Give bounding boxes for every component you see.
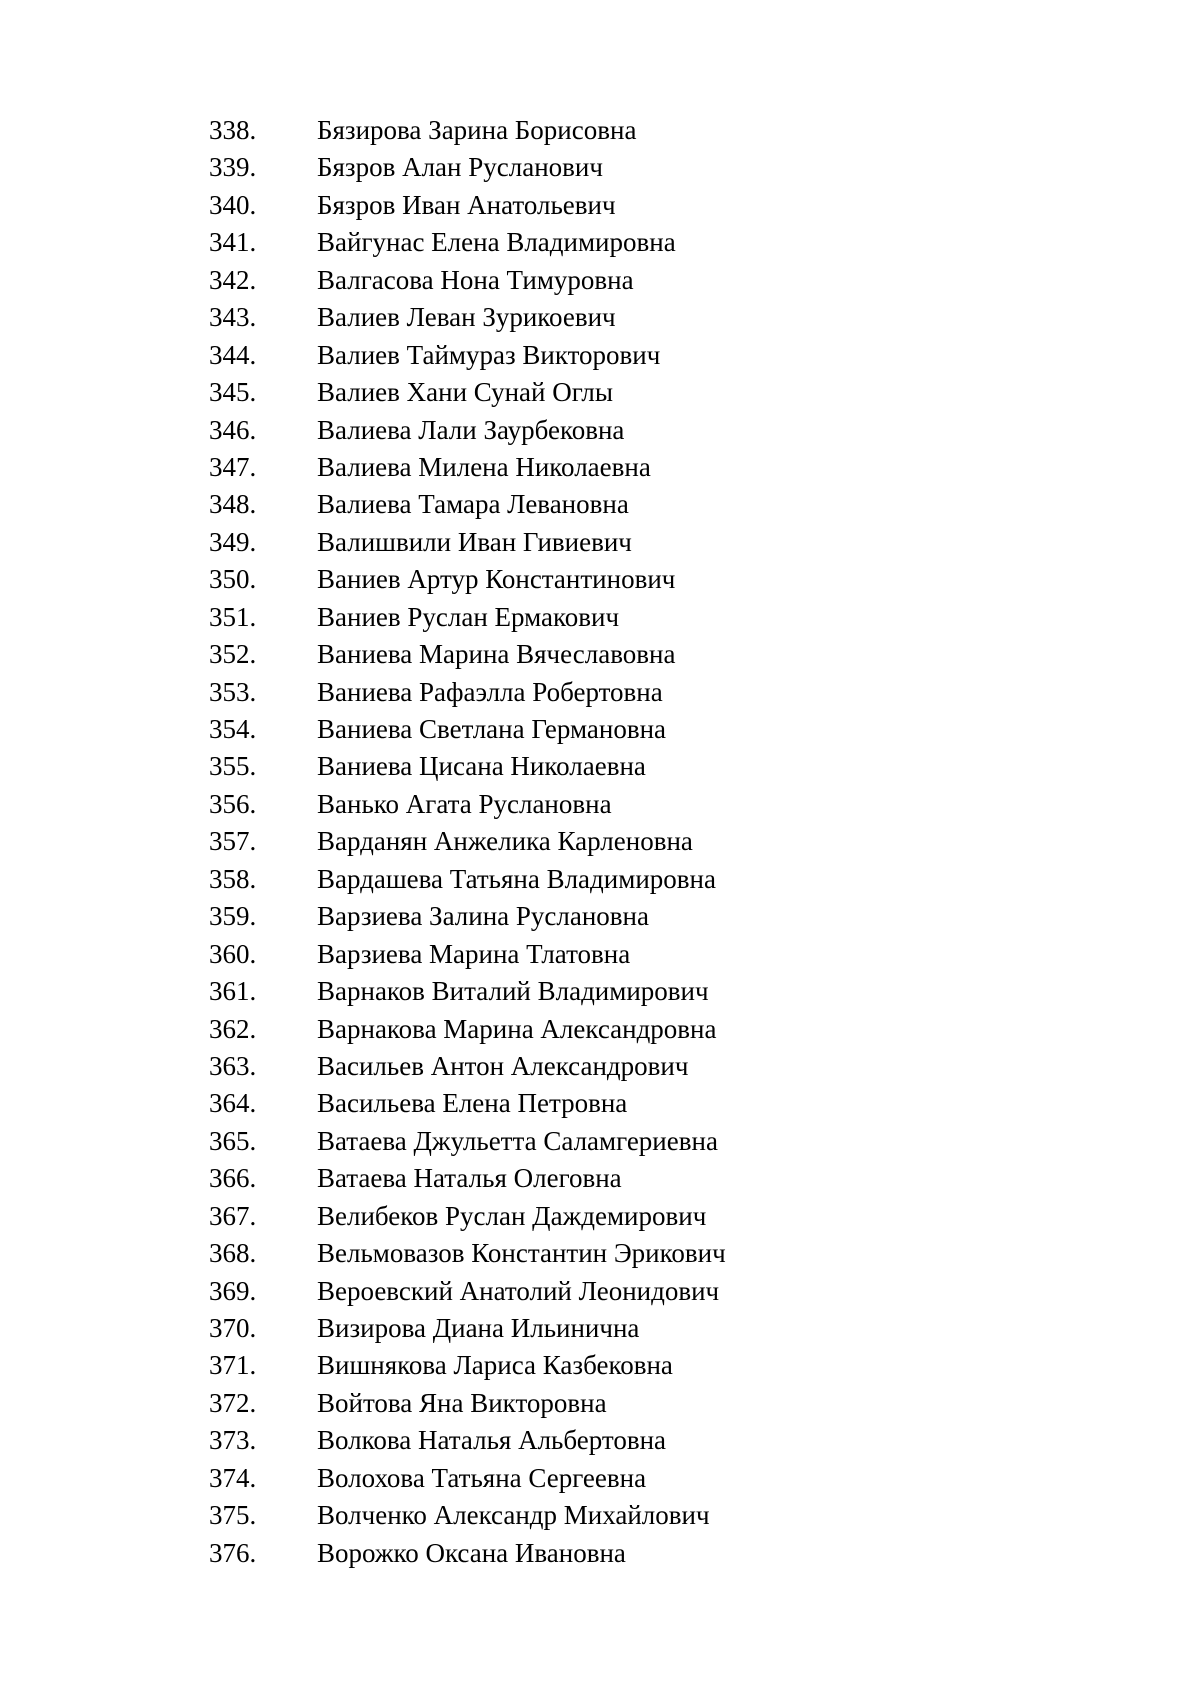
entry-full-name: Ваниева Светлана Германовна <box>317 714 666 744</box>
entry-number: 358. <box>209 863 257 894</box>
entry-full-name: Ваниева Марина Вячеславовна <box>317 639 676 670</box>
entry-full-name: Вельмовазов Константин Эрикович <box>317 1238 726 1269</box>
entry-number: 360. <box>209 938 257 969</box>
entry-number: 355. <box>209 751 257 782</box>
list-item <box>209 973 726 1010</box>
list-item <box>209 337 726 374</box>
list-item <box>209 187 726 224</box>
entry-number: 371. <box>209 1350 257 1381</box>
entry-number: 365. <box>209 1125 257 1156</box>
entry-full-name: Валиева Милена Николаевна <box>317 451 651 482</box>
entry-number: 363. <box>209 1050 257 1081</box>
list-item <box>209 711 726 748</box>
entry-full-name: Ватаева Наталья Олеговна <box>317 1163 622 1194</box>
list-item <box>209 748 726 785</box>
entry-full-name: Валиев Таймураз Викторович <box>317 339 661 370</box>
list-item <box>209 561 726 598</box>
entry-number: 340. <box>209 189 257 220</box>
entry-full-name: Вишнякова Лариса Казбековна <box>317 1350 673 1381</box>
list-item <box>209 1497 726 1534</box>
entry-number: 357. <box>209 826 257 857</box>
list-item <box>209 1085 726 1122</box>
entry-number: 370. <box>209 1313 257 1343</box>
entry-number: 354. <box>209 714 257 744</box>
name-list <box>209 112 726 1572</box>
entry-number: 359. <box>209 901 257 932</box>
list-item <box>209 262 726 299</box>
list-item <box>209 1048 726 1085</box>
list-item <box>209 1198 726 1235</box>
list-item <box>209 1535 726 1572</box>
list-item <box>209 374 726 411</box>
entry-number: 345. <box>209 377 257 408</box>
entry-number: 367. <box>209 1200 257 1231</box>
list-item <box>209 486 726 523</box>
entry-number: 374. <box>209 1462 257 1493</box>
entry-number: 368. <box>209 1238 257 1269</box>
list-item <box>209 1123 726 1160</box>
list-item <box>209 149 726 186</box>
entry-full-name: Ворожко Оксана Ивановна <box>317 1537 626 1568</box>
entry-number: 364. <box>209 1088 257 1119</box>
entry-number: 343. <box>209 302 257 333</box>
entry-full-name: Бязров Иван Анатольевич <box>317 189 616 220</box>
list-item <box>209 449 726 486</box>
entry-full-name: Валиев Хани Сунай Оглы <box>317 377 614 408</box>
entry-number: 376. <box>209 1537 257 1568</box>
entry-full-name: Валгасова Нона Тимуровна <box>317 264 634 295</box>
list-item <box>209 524 726 561</box>
entry-full-name: Варданян Анжелика Карленовна <box>317 826 693 857</box>
entry-full-name: Васильева Елена Петровна <box>317 1088 628 1119</box>
entry-full-name: Бязирова Зарина Борисовна <box>317 115 637 145</box>
list-item <box>209 299 726 336</box>
entry-full-name: Валиев Леван Зурикоевич <box>317 302 616 333</box>
list-item <box>209 823 726 860</box>
entry-number: 347. <box>209 451 257 482</box>
entry-full-name: Ваниев Артур Константинович <box>317 564 676 595</box>
entry-full-name: Ваниева Рафаэлла Робертовна <box>317 676 663 707</box>
list-item <box>209 412 726 449</box>
list-item <box>209 224 726 261</box>
entry-number: 366. <box>209 1163 257 1194</box>
list-item <box>209 1160 726 1197</box>
entry-full-name: Войтова Яна Викторовна <box>317 1387 607 1418</box>
entry-full-name: Валиева Лали Заурбековна <box>317 414 625 445</box>
entry-full-name: Валиева Тамара Левановна <box>317 489 629 520</box>
entry-full-name: Варнаков Виталий Владимирович <box>317 976 709 1007</box>
entry-number: 375. <box>209 1500 257 1531</box>
entry-full-name: Варзиева Марина Тлатовна <box>317 938 631 969</box>
entry-full-name: Велибеков Руслан Даждемирович <box>317 1200 707 1231</box>
list-item <box>209 674 726 711</box>
entry-full-name: Волкова Наталья Альбертовна <box>317 1425 667 1456</box>
list-item <box>209 1235 726 1272</box>
entry-number: 341. <box>209 227 257 258</box>
entry-full-name: Бязров Алан Русланович <box>317 152 603 183</box>
entry-full-name: Волохова Татьяна Сергеевна <box>317 1462 647 1493</box>
entry-number: 350. <box>209 564 257 595</box>
entry-number: 344. <box>209 339 257 370</box>
entry-number: 369. <box>209 1275 257 1306</box>
entry-full-name: Визирова Диана Ильинична <box>317 1313 640 1343</box>
entry-number: 362. <box>209 1013 257 1044</box>
list-item <box>209 1385 726 1422</box>
entry-number: 356. <box>209 788 257 819</box>
entry-number: 372. <box>209 1387 257 1418</box>
list-item <box>209 786 726 823</box>
entry-number: 338. <box>209 115 257 145</box>
list-item <box>209 1310 726 1347</box>
list-item <box>209 1460 726 1497</box>
entry-number: 352. <box>209 639 257 670</box>
list-item <box>209 1011 726 1048</box>
entry-full-name: Васильев Антон Александрович <box>317 1050 689 1081</box>
entry-full-name: Ваниев Руслан Ермакович <box>317 601 620 632</box>
list-item <box>209 636 726 673</box>
list-item <box>209 1422 726 1459</box>
entry-number: 361. <box>209 976 257 1007</box>
entry-full-name: Волченко Александр Михайлович <box>317 1500 710 1531</box>
entry-full-name: Ваниева Цисана Николаевна <box>317 751 646 782</box>
list-item <box>209 936 726 973</box>
list-item <box>209 112 726 149</box>
list-item <box>209 599 726 636</box>
entry-full-name: Ватаева Джульетта Саламгериевна <box>317 1125 718 1156</box>
entry-full-name: Вероевский Анатолий Леонидович <box>317 1275 720 1306</box>
entry-number: 342. <box>209 264 257 295</box>
entry-number: 373. <box>209 1425 257 1456</box>
entry-number: 351. <box>209 601 257 632</box>
entry-full-name: Валишвили Иван Гивиевич <box>317 526 632 557</box>
entry-number: 346. <box>209 414 257 445</box>
entry-full-name: Ванько Агата Руслановна <box>317 788 612 819</box>
entry-number: 353. <box>209 676 257 707</box>
entry-number: 339. <box>209 152 257 183</box>
entry-number: 349. <box>209 526 257 557</box>
list-item <box>209 861 726 898</box>
entry-full-name: Вайгунас Елена Владимировна <box>317 227 676 258</box>
entry-number: 348. <box>209 489 257 520</box>
list-item <box>209 1273 726 1310</box>
list-item <box>209 898 726 935</box>
list-item <box>209 1347 726 1384</box>
entry-full-name: Варнакова Марина Александровна <box>317 1013 717 1044</box>
entry-full-name: Вардашева Татьяна Владимировна <box>317 863 716 894</box>
entry-full-name: Варзиева Залина Руслановна <box>317 901 649 932</box>
